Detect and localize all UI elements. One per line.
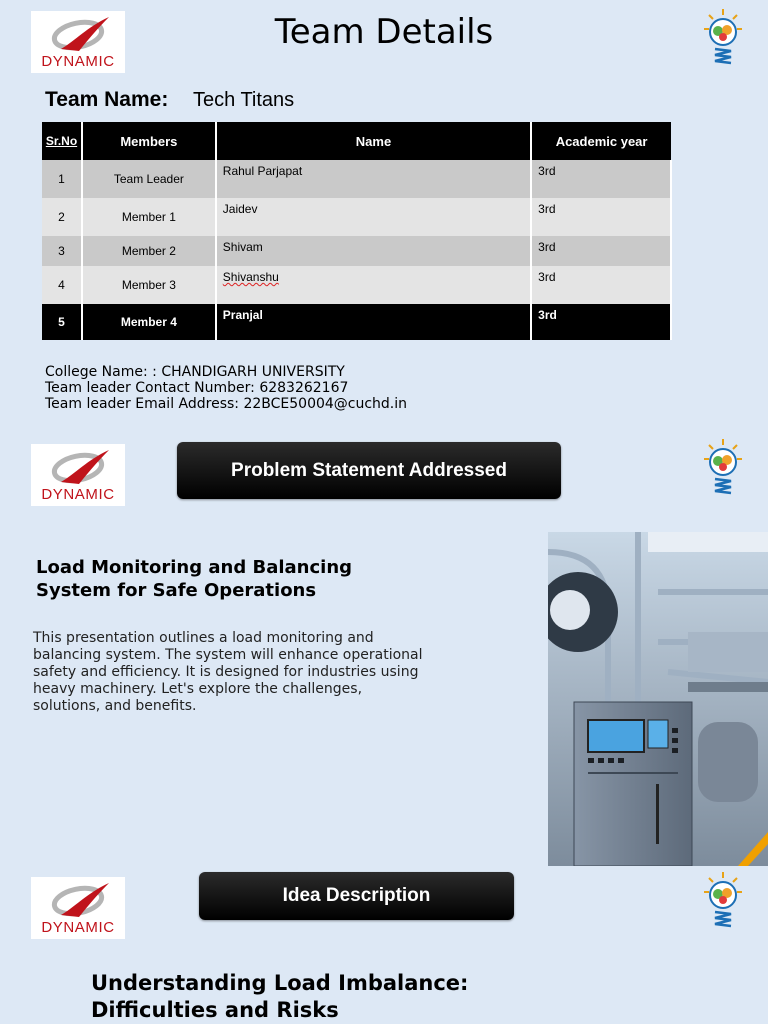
logo-text: DYNAMIC xyxy=(41,53,115,70)
cell-member: Team Leader xyxy=(82,160,216,198)
header-members: Members xyxy=(82,122,216,160)
cell-year: 3rd xyxy=(531,266,671,304)
problem-statement-banner: Problem Statement Addressed xyxy=(177,442,561,499)
cell-year: 3rd xyxy=(531,304,671,340)
dynamic-logo xyxy=(31,877,125,939)
cell-name: Shivam xyxy=(216,236,531,266)
table-header-row xyxy=(42,122,671,160)
cell-member: Member 1 xyxy=(82,198,216,236)
cell-sr: 5 xyxy=(42,304,82,340)
section-body: This presentation outlines a load monitoring and balancing system. The system will enhance operational safety and efficiency. It is designed for industries using heavy machinery. Let's explore the challenges, solutions, and benefits. xyxy=(33,630,423,714)
cell-name: Jaidev xyxy=(216,198,531,236)
cell-sr: 1 xyxy=(42,160,82,198)
cell-member: Member 4 xyxy=(82,304,216,340)
table-row xyxy=(42,198,671,236)
contact-info xyxy=(45,364,407,412)
idea-description-banner: Idea Description xyxy=(199,872,514,920)
cell-name: Rahul Parjapat xyxy=(216,160,531,198)
contact-number: Team leader Contact Number: 6283262167 xyxy=(45,380,349,396)
college-name: College Name: : CHANDIGARH UNIVERSITY xyxy=(45,364,345,380)
table-row xyxy=(42,304,671,340)
email-address: Team leader Email Address: 22BCE50004@cuchd.in xyxy=(45,396,408,412)
cell-sr: 2 xyxy=(42,198,82,236)
cell-sr: 4 xyxy=(42,266,82,304)
header-name: Name xyxy=(216,122,531,160)
cell-name: Shivanshu xyxy=(216,266,531,304)
page-title: Team Details xyxy=(274,12,494,52)
bulb-icon xyxy=(701,870,745,934)
cell-year: 3rd xyxy=(531,160,671,198)
logo-text: DYNAMIC xyxy=(41,919,115,936)
team-name-value: Tech Titans xyxy=(193,89,295,111)
bulb-icon xyxy=(701,437,745,501)
section-heading: Load Monitoring and Balancing System for Safe Operations xyxy=(36,557,353,601)
table-row xyxy=(42,236,671,266)
cell-year: 3rd xyxy=(531,236,671,266)
logo-text: DYNAMIC xyxy=(41,486,115,503)
cell-year: 3rd xyxy=(531,198,671,236)
cell-member: Member 2 xyxy=(82,236,216,266)
section-heading: Understanding Load Imbalance: Difficulties and Risks xyxy=(91,971,469,1022)
header-academic-year: Academic year xyxy=(531,122,671,160)
industrial-machine-image xyxy=(548,532,768,866)
team-table xyxy=(42,122,672,340)
table-row xyxy=(42,160,671,198)
cell-name: Pranjal xyxy=(216,304,531,340)
cell-member: Member 3 xyxy=(82,266,216,304)
cell-sr: 3 xyxy=(42,236,82,266)
team-name-label: Team Name: xyxy=(45,88,169,111)
table-row xyxy=(42,266,671,304)
header-sr-no: Sr.No xyxy=(42,122,82,160)
dynamic-logo xyxy=(31,444,125,506)
